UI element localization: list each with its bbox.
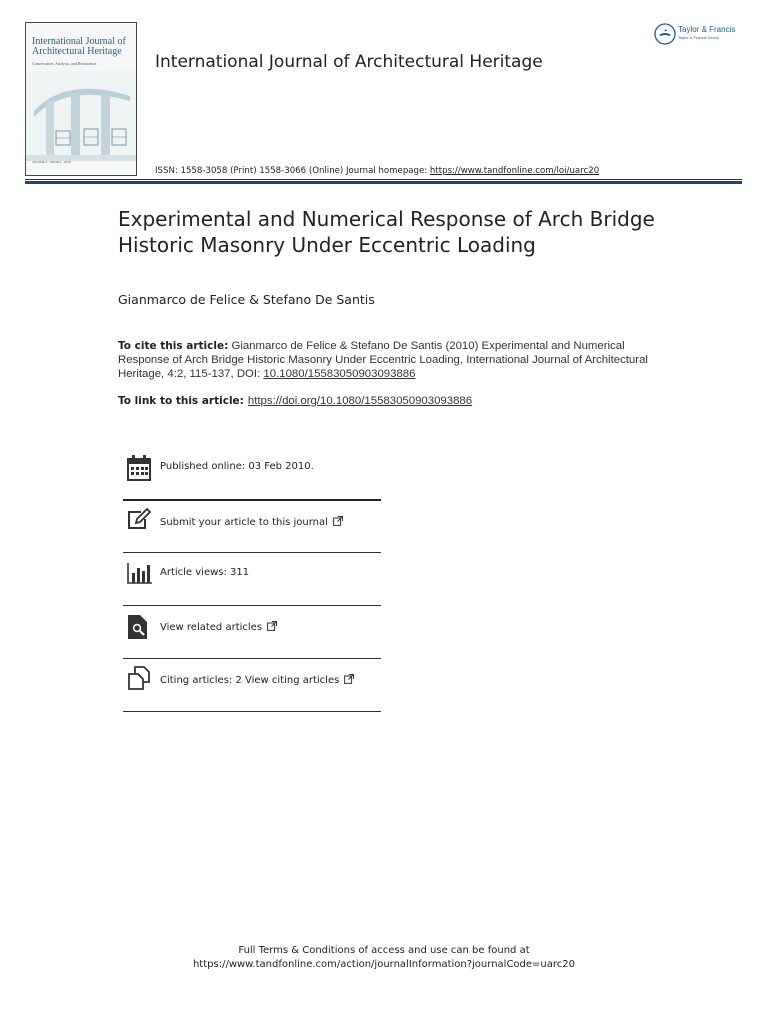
cover-subtitle: Conservation, Analysis, and Restoration (32, 61, 97, 66)
citing-icon (127, 666, 151, 690)
footer-terms-link[interactable]: https://www.tandfonline.com/action/journalInformation?journalCode=uarc20 (192, 959, 576, 970)
article-doi-url-link[interactable]: https://doi.org/10.1080/15583050903093886 (247, 395, 473, 407)
cover-volume: VOLUME 4 · ISSUE 2 · 2010 (32, 160, 71, 164)
row-divider (123, 711, 381, 712)
citation-block (118, 339, 678, 382)
related-articles-label: View related articles (160, 622, 263, 633)
published-date-text: Published online: 03 Feb 2010. (160, 461, 314, 472)
citation-text: Gianmarco de Felice & Stefano De Santis (2010) Experimental and Numerical Response of Arch Bridge Historic Masonry Under Eccentric Loading, International Journal of Architectural Heritage, 4:2, 115-137, DOI: (118, 340, 648, 381)
citing-articles-link[interactable] (160, 674, 354, 686)
published-row (123, 455, 381, 481)
publisher-name: Taylor & Francis (678, 25, 736, 34)
citation-doi-link[interactable]: 10.1080/15583050903093886 (263, 368, 416, 381)
journal-title[interactable]: International Journal of Architectural Heritage (155, 52, 543, 72)
row-divider (123, 552, 381, 553)
header-rule (25, 179, 742, 180)
taylor-francis-lamp-icon (654, 23, 676, 45)
external-link-icon (267, 621, 277, 631)
header-accent-bar (25, 181, 742, 184)
footer-terms (0, 944, 768, 972)
related-articles-link[interactable] (160, 621, 277, 633)
external-link-icon (333, 516, 343, 526)
cover-building-art (26, 71, 137, 161)
publisher-group: Taylor & Francis Group (678, 35, 719, 40)
footer-terms-text: Full Terms & Conditions of access and use can be found at (238, 945, 530, 956)
submit-article-label: Submit your article to this journal (160, 517, 328, 528)
publisher-logo[interactable] (654, 22, 754, 48)
calendar-icon (127, 455, 151, 481)
article-link-label: To link to this article: (118, 395, 244, 407)
related-articles-row[interactable] (123, 614, 381, 640)
submit-article-link[interactable] (160, 516, 343, 528)
submit-article-row[interactable] (123, 508, 381, 534)
row-divider (123, 658, 381, 659)
article-views-row (123, 561, 381, 585)
bar-chart-icon (127, 562, 153, 584)
citation-label: To cite this article: (118, 340, 229, 352)
article-views-text: Article views: 311 (160, 567, 250, 578)
cover-title: International Journal of Architectural Heritage (32, 36, 126, 57)
search-document-icon (127, 614, 149, 640)
row-divider (123, 605, 381, 606)
article-authors: Gianmarco de Felice & Stefano De Santis (118, 292, 375, 307)
row-divider (123, 499, 381, 501)
external-link-icon (344, 674, 354, 684)
edit-icon (127, 508, 153, 530)
citing-articles-label: Citing articles: 2 View citing articles (160, 675, 340, 686)
issn-line (155, 166, 599, 176)
citing-articles-row[interactable] (123, 666, 381, 692)
article-link-line (118, 395, 472, 407)
journal-cover-image (25, 22, 137, 176)
journal-homepage-link[interactable]: https://www.tandfonline.com/loi/uarc20 (429, 166, 600, 176)
article-title: Experimental and Numerical Response of Arch Bridge Historic Masonry Under Eccentric Loading (118, 207, 655, 257)
issn-text: ISSN: 1558-3058 (Print) 1558-3066 (Online) Journal homepage: (155, 166, 430, 176)
